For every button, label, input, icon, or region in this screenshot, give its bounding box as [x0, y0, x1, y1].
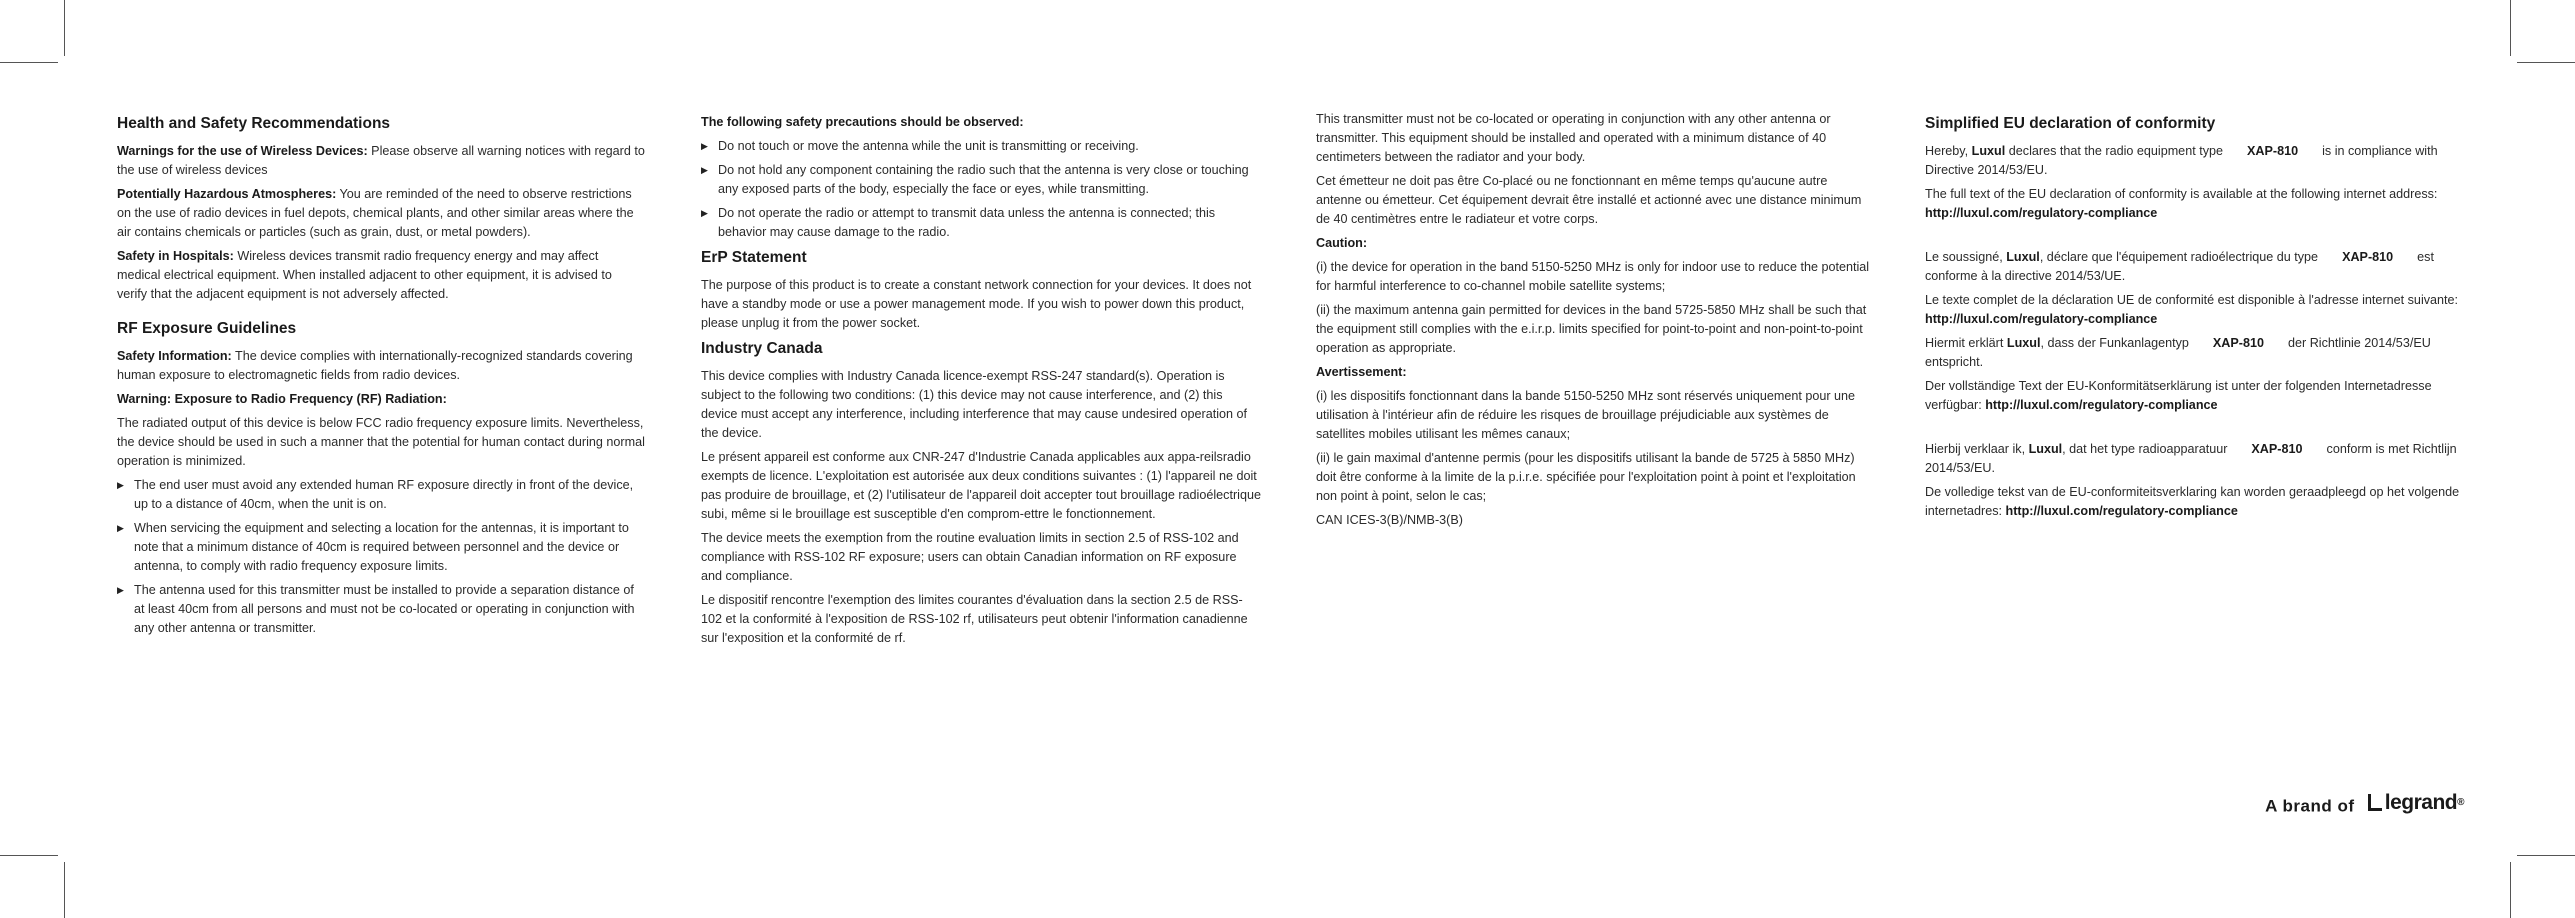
list-item: ▶ The antenna used for this transmitter must be installed to provide a separation distance of at least 40cm from all persons and must not be co-located or operating in conjunction with any other antenna or transmitter. — [117, 581, 645, 638]
paragraph-safety-information: Safety Information: The device complies with internationally-recognized standards covering human exposure to electromagnetic fields from radio devices. — [117, 349, 633, 382]
heading-industry-canada: Industry Canada — [701, 340, 823, 357]
heading-rf-exposure: RF Exposure Guidelines — [117, 320, 297, 337]
paragraph-hazardous-atmospheres: Potentially Hazardous Atmospheres: You are reminded of the need to observe restrictions on the use of radio devices in fuel depots, chemical plants, and other similar areas where the air contains chemicals or particles (such as grain, dust, or metal powders). — [117, 187, 634, 239]
compliance-link[interactable]: http://luxul.com/regulatory-compliance — [1925, 312, 2158, 326]
paragraph-colocation-fr: Cet émetteur ne doit pas être Co-placé ou ne fonctionnant en même temps qu'aucune autre antenne ou émetteur. Cet équipement devrait être installé et actionné avec une distance minimum de 40 centimètres entre le radiateur et votre corps. — [1316, 174, 1862, 226]
legrand-logo-mark-icon — [2368, 794, 2382, 811]
crop-mark — [0, 855, 58, 856]
crop-mark — [2517, 62, 2575, 63]
paragraph-ic-fr: Le présent appareil est conforme aux CNR-247 d'Industrie Canada applicables aux appa-reilsradio exempts de licence. L'exploitation est autorisée aux deux conditions suivantes : (1) l'appareil ne doit pas produire de brouillage, et (2) l'utilisateur de l'appareil doit accepter tout brouillage radioélectrique subi, même si le brouillage est susceptible d'en comprom-ettre le fonctionnement. — [701, 450, 1261, 521]
caution-item-2: (ii) the maximum antenna gain permitted for devices in the band 5725-5850 MHz shall be such that the equipment still complies with the e.i.r.p. limits specified for point-to-point and non-point-to-point operation as appropriate. — [1316, 303, 1867, 355]
avertissement-item-1: (i) les dispositifs fonctionnant dans la bande 5150-5250 MHz sont réservés uniquement pour une utilisation à l'intérieur afin de réduire les risques de brouillage préjudiciable aux systèmes de satellites mobiles utilisant les mêmes canaux; — [1316, 389, 1856, 441]
crop-mark — [2517, 855, 2575, 856]
can-ices-label: CAN ICES-3(B)/NMB-3(B) — [1316, 513, 1463, 527]
avertissement-label: Avertissement: — [1316, 365, 1407, 379]
legrand-logo: legrand ® — [2368, 791, 2465, 815]
heading-eu-declaration: Simplified EU declaration of conformity — [1925, 115, 2216, 132]
precautions-intro: The following safety precautions should be observed: — [701, 115, 1024, 129]
compliance-link[interactable]: http://luxul.com/regulatory-compliance — [1985, 398, 2218, 412]
avertissement-item-2: (ii) le gain maximal d'antenne permis (pour les dispositifs utilisant la bande de 5725 à 5850 MHz) doit être conforme à la limite de la p.i.r.e. spécifiée pour l'exploitation point à point et l'exploitation non point à point, selon le cas; — [1316, 451, 1856, 503]
precautions-list — [701, 137, 1261, 242]
compliance-link[interactable]: http://luxul.com/regulatory-compliance — [1925, 206, 2158, 220]
column-precautions — [701, 110, 1261, 653]
paragraph-wireless-warnings: Warnings for the use of Wireless Devices: Please observe all warning notices with regard to the use of wireless devices — [117, 144, 645, 177]
declaration-fr: Le soussigné, Luxul, déclare que l'équipement radioélectrique du type XAP-810 est conforme à la directive 2014/53/UE. — [1925, 250, 2434, 283]
paragraph-ic-en: This device complies with Industry Canada licence-exempt RSS-247 standard(s). Operation is subject to the following two conditions: (1) this device may not cause interference, and (2) this device must accept any interference, including interference that may cause undesired operation of the device. — [701, 369, 1248, 440]
list-item: ▶ Do not touch or move the antenna while the unit is transmitting or receiving. — [701, 137, 1261, 156]
crop-mark — [2510, 0, 2511, 56]
paragraph-ic-exemption-en: The device meets the exemption from the routine evaluation limits in section 2.5 of RSS-102 and compliance with RSS-102 RF exposure; users can obtain Canadian information on RF exposure and compliance. — [701, 531, 1239, 583]
rf-bullet-list — [117, 476, 645, 638]
caution-item-1: (i) the device for operation in the band 5150-5250 MHz is only for indoor use to reduce the potential for harmful interference to co-channel mobile satellite systems; — [1316, 260, 1870, 293]
list-item: ▶ Do not operate the radio or attempt to transmit data unless the antenna is connected; this behavior may cause damage to the radio. — [701, 204, 1261, 242]
list-item: ▶ When servicing the equipment and selecting a location for the antennas, it is important to note that a minimum distance of 40cm is required between personnel and the device or antenna, to comply with radio frequency exposure limits. — [117, 519, 645, 576]
paragraph-ic-exemption-fr: Le dispositif rencontre l'exemption des limites courantes d'évaluation dans la section 2.5 de RSS-102 et la conformité à l'exposition de RSS-102 rf, utilisateurs peut obtenir l'information canadienne sur l'exposition et la conformité de rf. — [701, 593, 1248, 645]
column-transmitter — [1316, 110, 1870, 535]
paragraph-rf-warning: Warning: Exposure to Radio Frequency (RF) Radiation: — [117, 392, 447, 406]
brand-prefix: A brand of — [2265, 796, 2355, 815]
list-item: ▶ Do not hold any component containing the radio such that the antenna is very close or touching any exposed parts of the body, especially the face or eyes, while transmitting. — [701, 161, 1261, 199]
column-eu-declaration — [1925, 110, 2473, 526]
declaration-nl-url: De volledige tekst van de EU-conformiteitsverklaring kan worden geraadpleegd op het volgende internetadres: http://luxul.com/regulatory-compliance — [1925, 485, 2460, 518]
column-health-safety — [117, 110, 645, 643]
paragraph-radiated-output: The radiated output of this device is below FCC radio frequency exposure limits. Nevertheless, the device should be used in such a manner that the potential for human contact during normal operation is minimized. — [117, 416, 645, 468]
compliance-link[interactable]: http://luxul.com/regulatory-compliance — [2005, 504, 2238, 518]
paragraph-hospitals: Safety in Hospitals: Wireless devices transmit radio frequency energy and may affect medical electrical equipment. When installed adjacent to other equipment, it is advised to verify that the adjacent equipment is not adversely affected. — [117, 249, 612, 301]
declaration-en-url: The full text of the EU declaration of conformity is available at the following internet address: http://luxul.com/regulatory-compliance — [1925, 187, 2438, 220]
paragraph-erp: The purpose of this product is to create a constant network connection for your devices. It does not have a standby mode or use a power management mode. If you wish to power down this product, please unplug it from the power socket. — [701, 278, 1252, 330]
brand-footer — [2265, 791, 2465, 817]
declaration-en: Hereby, Luxul declares that the radio equipment type XAP-810 is in compliance with Directive 2014/53/EU. — [1925, 144, 2438, 177]
crop-mark — [64, 862, 65, 918]
declaration-de: Hiermit erklärt Luxul, dass der Funkanlagentyp XAP-810 der Richtlinie 2014/53/EU entspricht. — [1925, 336, 2431, 369]
paragraph-colocation-en: This transmitter must not be co-located or operating in conjunction with any other antenna or transmitter. This equipment should be installed and operated with a minimum distance of 40 centimeters between the radiator and your body. — [1316, 112, 1831, 164]
declaration-fr-url: Le texte complet de la déclaration UE de conformité est disponible à l'adresse internet suivante: http://luxul.com/regulatory-compliance — [1925, 293, 2459, 326]
caution-label: Caution: — [1316, 236, 1368, 250]
heading-health-safety: Health and Safety Recommendations — [117, 115, 391, 132]
crop-mark — [0, 62, 58, 63]
heading-erp-statement: ErP Statement — [701, 249, 807, 266]
crop-mark — [64, 0, 65, 56]
crop-mark — [2510, 862, 2511, 918]
declaration-de-url: Der vollständige Text der EU-Konformitätserklärung ist unter der folgenden Internetadresse verfügbar: http://luxul.com/regulatory-compliance — [1925, 379, 2432, 412]
list-item: ▶ The end user must avoid any extended human RF exposure directly in front of the device, up to a distance of 40cm, when the unit is on. — [117, 476, 645, 514]
declaration-nl: Hierbij verklaar ik, Luxul, dat het type radioapparatuur XAP-810 conform is met Richtlijn 2014/53/EU. — [1925, 442, 2457, 475]
